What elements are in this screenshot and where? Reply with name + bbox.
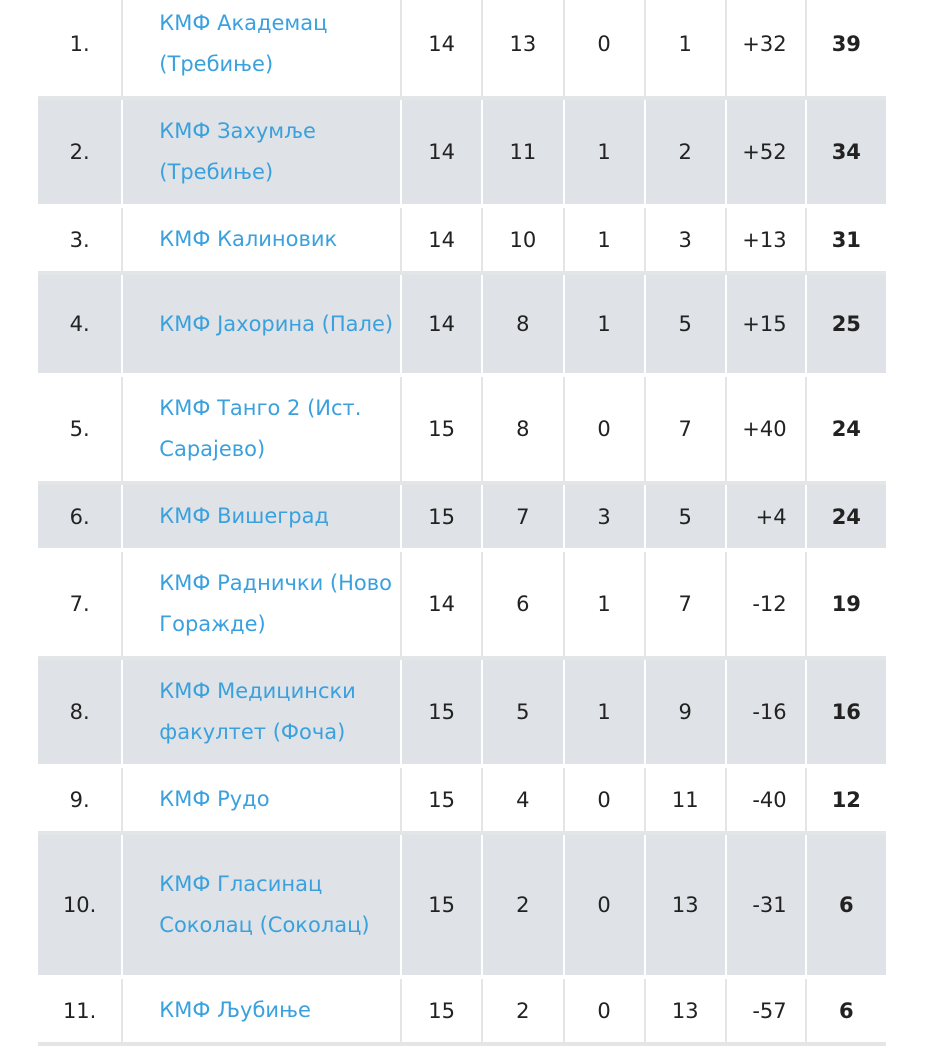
position-value: 6. bbox=[69, 504, 90, 529]
position-value: 7. bbox=[69, 592, 90, 616]
goal-difference-cell bbox=[727, 979, 807, 1046]
wins-value: 11 bbox=[509, 140, 537, 164]
draws-cell bbox=[565, 275, 646, 377]
position-cell bbox=[38, 485, 123, 552]
played-cell bbox=[402, 0, 483, 100]
losses-cell bbox=[646, 660, 727, 768]
played-value: 15 bbox=[428, 998, 455, 1023]
wins-cell bbox=[483, 377, 564, 485]
position-value: 4. bbox=[69, 312, 90, 336]
position-cell bbox=[38, 979, 123, 1046]
played-value: 15 bbox=[428, 504, 455, 529]
team-cell bbox=[123, 100, 402, 208]
team-link[interactable]: КМФ Вишеград bbox=[159, 504, 330, 528]
team-link[interactable]: КМФ Јахорина (Пале) bbox=[159, 311, 394, 336]
played-cell bbox=[402, 485, 483, 552]
losses-value: 2 bbox=[678, 140, 692, 164]
wins-value: 2 bbox=[516, 998, 530, 1023]
losses-value: 13 bbox=[671, 893, 699, 917]
table-row bbox=[38, 100, 886, 208]
draws-value: 1 bbox=[597, 227, 611, 252]
draws-value: 0 bbox=[597, 32, 611, 56]
played-value: 14 bbox=[428, 227, 455, 252]
team-link[interactable]: КМФ Љубиње bbox=[159, 998, 311, 1022]
wins-value: 4 bbox=[516, 787, 530, 812]
team-cell bbox=[123, 485, 402, 552]
played-value: 14 bbox=[428, 592, 455, 616]
team-link[interactable]: КМФ Рудо bbox=[159, 787, 270, 811]
goal-difference-value: -12 bbox=[752, 592, 787, 616]
wins-value: 2 bbox=[516, 893, 530, 917]
table-row bbox=[38, 485, 886, 552]
table-row bbox=[38, 208, 886, 275]
team-link[interactable]: КМФ Медицински факултет (Фоча) bbox=[159, 679, 356, 744]
position-value: 3. bbox=[69, 227, 90, 252]
losses-value: 5 bbox=[678, 504, 692, 529]
goal-difference-cell bbox=[727, 0, 807, 100]
losses-value: 1 bbox=[678, 32, 692, 56]
position-cell bbox=[38, 768, 123, 835]
points-cell bbox=[807, 979, 886, 1046]
draws-cell bbox=[565, 0, 646, 100]
team-cell bbox=[123, 768, 402, 835]
played-value: 14 bbox=[428, 32, 455, 56]
losses-cell bbox=[646, 835, 727, 979]
draws-value: 3 bbox=[597, 504, 611, 529]
points-value: 12 bbox=[831, 787, 861, 812]
position-cell bbox=[38, 275, 123, 377]
position-value: 2. bbox=[69, 140, 90, 164]
draws-cell bbox=[565, 377, 646, 485]
played-value: 15 bbox=[428, 417, 455, 441]
wins-value: 6 bbox=[516, 592, 530, 616]
played-cell bbox=[402, 377, 483, 485]
wins-cell bbox=[483, 100, 564, 208]
points-value: 34 bbox=[831, 140, 861, 164]
wins-cell bbox=[483, 485, 564, 552]
position-cell bbox=[38, 208, 123, 275]
points-cell bbox=[807, 0, 886, 100]
goal-difference-value: -57 bbox=[752, 998, 787, 1023]
played-cell bbox=[402, 208, 483, 275]
losses-cell bbox=[646, 208, 727, 275]
draws-value: 0 bbox=[597, 998, 611, 1023]
team-link[interactable]: КМФ Раднички (Ново Горажде) bbox=[159, 571, 392, 636]
points-cell bbox=[807, 835, 886, 979]
position-cell bbox=[38, 100, 123, 208]
team-cell bbox=[123, 0, 402, 100]
points-value: 16 bbox=[831, 700, 861, 724]
losses-cell bbox=[646, 979, 727, 1046]
points-cell bbox=[807, 208, 886, 275]
played-value: 14 bbox=[428, 140, 455, 164]
goal-difference-cell bbox=[727, 768, 807, 835]
wins-cell bbox=[483, 768, 564, 835]
draws-value: 0 bbox=[597, 787, 611, 812]
position-cell bbox=[38, 552, 123, 660]
goal-difference-cell bbox=[727, 275, 807, 377]
wins-value: 8 bbox=[516, 417, 530, 441]
losses-value: 7 bbox=[678, 592, 692, 616]
points-value: 24 bbox=[831, 417, 861, 441]
goal-difference-value: +52 bbox=[742, 140, 787, 164]
position-cell bbox=[38, 377, 123, 485]
points-value: 6 bbox=[839, 998, 854, 1023]
draws-value: 0 bbox=[597, 893, 611, 917]
wins-cell bbox=[483, 208, 564, 275]
losses-value: 3 bbox=[678, 227, 692, 252]
draws-cell bbox=[565, 979, 646, 1046]
position-value: 10. bbox=[62, 893, 97, 917]
losses-cell bbox=[646, 377, 727, 485]
draws-value: 1 bbox=[597, 700, 611, 724]
losses-cell bbox=[646, 0, 727, 100]
draws-cell bbox=[565, 552, 646, 660]
draws-cell bbox=[565, 100, 646, 208]
team-link[interactable]: КМФ Захумље (Требиње) bbox=[159, 119, 316, 184]
position-cell bbox=[38, 835, 123, 979]
goal-difference-value: -16 bbox=[752, 700, 787, 724]
standings-body bbox=[38, 0, 886, 1046]
goal-difference-cell bbox=[727, 377, 807, 485]
wins-cell bbox=[483, 835, 564, 979]
draws-value: 1 bbox=[597, 140, 611, 164]
wins-cell bbox=[483, 552, 564, 660]
played-cell bbox=[402, 660, 483, 768]
draws-cell bbox=[565, 485, 646, 552]
team-cell bbox=[123, 660, 402, 768]
played-cell bbox=[402, 979, 483, 1046]
losses-cell bbox=[646, 552, 727, 660]
played-value: 14 bbox=[428, 312, 455, 336]
points-value: 39 bbox=[831, 32, 861, 56]
goal-difference-cell bbox=[727, 100, 807, 208]
goal-difference-cell bbox=[727, 835, 807, 979]
team-cell bbox=[123, 377, 402, 485]
points-cell bbox=[807, 275, 886, 377]
points-value: 19 bbox=[831, 592, 861, 616]
table-row bbox=[38, 660, 886, 768]
team-cell bbox=[123, 979, 402, 1046]
points-value: 6 bbox=[839, 893, 854, 917]
played-value: 15 bbox=[428, 700, 455, 724]
wins-value: 13 bbox=[509, 32, 537, 56]
played-cell bbox=[402, 100, 483, 208]
team-cell bbox=[123, 275, 402, 377]
wins-cell bbox=[483, 275, 564, 377]
position-value: 5. bbox=[69, 417, 90, 441]
draws-value: 1 bbox=[597, 312, 611, 336]
standings-table bbox=[38, 0, 886, 1046]
wins-value: 5 bbox=[516, 700, 530, 724]
table-row bbox=[38, 377, 886, 485]
position-cell bbox=[38, 0, 123, 100]
team-cell bbox=[123, 552, 402, 660]
table-row bbox=[38, 0, 886, 100]
team-cell bbox=[123, 208, 402, 275]
wins-cell bbox=[483, 660, 564, 768]
played-cell bbox=[402, 835, 483, 979]
losses-cell bbox=[646, 485, 727, 552]
played-cell bbox=[402, 552, 483, 660]
draws-cell bbox=[565, 768, 646, 835]
points-value: 31 bbox=[831, 227, 861, 252]
table-row bbox=[38, 275, 886, 377]
losses-value: 11 bbox=[671, 787, 699, 812]
played-value: 15 bbox=[428, 893, 455, 917]
team-link[interactable]: КМФ Гласинац Соколац (Соколац) bbox=[159, 872, 370, 937]
points-cell bbox=[807, 552, 886, 660]
goal-difference-cell bbox=[727, 552, 807, 660]
draws-cell bbox=[565, 208, 646, 275]
position-cell bbox=[38, 660, 123, 768]
losses-value: 5 bbox=[678, 312, 692, 336]
wins-cell bbox=[483, 0, 564, 100]
team-link[interactable]: КМФ Калиновик bbox=[159, 227, 338, 251]
table-row bbox=[38, 768, 886, 835]
points-cell bbox=[807, 377, 886, 485]
goal-difference-value: +4 bbox=[755, 504, 787, 529]
draws-cell bbox=[565, 660, 646, 768]
losses-cell bbox=[646, 768, 727, 835]
team-link[interactable]: КМФ Академац (Требиње) bbox=[159, 11, 328, 76]
points-value: 25 bbox=[831, 312, 861, 336]
points-cell bbox=[807, 100, 886, 208]
goal-difference-value: -31 bbox=[752, 893, 787, 917]
goal-difference-value: -40 bbox=[752, 787, 787, 812]
position-value: 9. bbox=[69, 787, 90, 812]
played-cell bbox=[402, 768, 483, 835]
position-value: 1. bbox=[69, 32, 90, 56]
losses-cell bbox=[646, 100, 727, 208]
goal-difference-value: +15 bbox=[742, 312, 787, 336]
losses-cell bbox=[646, 275, 727, 377]
position-value: 8. bbox=[69, 700, 90, 724]
goal-difference-cell bbox=[727, 485, 807, 552]
goal-difference-value: +40 bbox=[742, 417, 787, 441]
team-cell bbox=[123, 835, 402, 979]
table-row bbox=[38, 835, 886, 979]
played-cell bbox=[402, 275, 483, 377]
wins-value: 7 bbox=[516, 504, 530, 529]
table-row bbox=[38, 552, 886, 660]
team-link[interactable]: КМФ Танго 2 (Ист. Сарајево) bbox=[159, 396, 362, 461]
points-cell bbox=[807, 485, 886, 552]
played-value: 15 bbox=[428, 787, 455, 812]
wins-cell bbox=[483, 979, 564, 1046]
draws-value: 1 bbox=[597, 592, 611, 616]
position-value: 11. bbox=[62, 998, 97, 1023]
table-row bbox=[38, 979, 886, 1046]
losses-value: 7 bbox=[678, 417, 692, 441]
goal-difference-value: +13 bbox=[742, 227, 787, 252]
draws-cell bbox=[565, 835, 646, 979]
goal-difference-cell bbox=[727, 660, 807, 768]
goal-difference-cell bbox=[727, 208, 807, 275]
points-value: 24 bbox=[831, 504, 861, 529]
points-cell bbox=[807, 768, 886, 835]
goal-difference-value: +32 bbox=[742, 32, 787, 56]
losses-value: 13 bbox=[671, 998, 699, 1023]
wins-value: 8 bbox=[516, 312, 530, 336]
points-cell bbox=[807, 660, 886, 768]
losses-value: 9 bbox=[678, 700, 692, 724]
wins-value: 10 bbox=[509, 227, 537, 252]
draws-value: 0 bbox=[597, 417, 611, 441]
